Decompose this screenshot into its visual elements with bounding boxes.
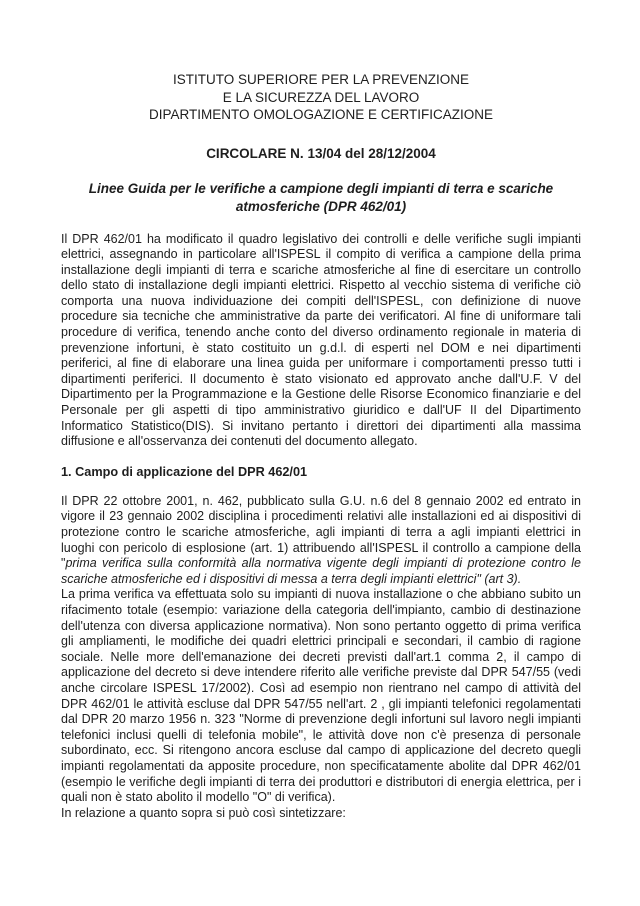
institute-name-line2: E LA SICUREZZA DEL LAVORO [222, 89, 420, 105]
section1-body [61, 494, 581, 821]
institute-name-line1: ISTITUTO SUPERIORE PER LA PREVENZIONE [172, 72, 470, 87]
section1-paragraph-1 [61, 494, 581, 588]
document-header [61, 71, 581, 216]
document-title: Linee Guida per le verifiche a campione degli impianti di terra e scariche atmosferiche (DPR 462/01) [88, 180, 554, 214]
section1-paragraph-1-quote: prima verifica sulla conformità alla normativa vigente degli impianti di protezione contro le scariche atmosferiche ed i dispositivi di messa a terra degli impianti elettrici" (art 3). [61, 556, 581, 586]
intro-paragraph: Il DPR 462/01 ha modificato il quadro legislativo dei controlli e delle verifiche sugli impianti elettrici, assegnando in particolare all'ISPESL il compito di verifica a campione della prima installazione degli impianti di terra e scariche atmosferiche al fine di esercitare un controllo dello stato di installazione degli impianti elettrici. Rispetto al vecchio sistema di verifiche ciò comporta una nuova individuazione dei compiti dell'ISPESL, con definizione di nuove procedure sia tecniche che amministrative da parte dei verificatori. Al fine di uniformare tali procedure di verifica, tenendo anche conto del diverso ordinamento regionale in materia di prevenzione infortuni, è stato costituito un g.d.l. di esperti nel DOM e nei dipartimenti periferici, al fine di elaborare una linea guida per uniformare i comportamenti presso tutti i dipartimenti periferici. Il documento è stato visionato ed approvato anche dall'U.F. V del Dipartimento per la Programmazione e la Gestione delle Risorse Economico finanziarie e del Personale per gli aspetti di tipo amministrativo giuridico e dall'UF II del Dipartimento Informatico Statistico(DIS). Si invitano pertanto i direttori dei dipartimenti alla massima diffusione e all'osservanza dei contenuti del documento allegato. [61, 231, 581, 449]
section1-paragraph-3: In relazione a quanto sopra si può così sintetizzare: [61, 805, 346, 820]
circular-number: CIRCOLARE N. 13/04 del 28/12/2004 [206, 145, 436, 161]
section1-heading: 1. Campo di applicazione del DPR 462/01 [61, 464, 308, 479]
institute-name-line3: DIPARTIMENTO OMOLOGAZIONE E CERTIFICAZIONE [148, 107, 494, 122]
document-content [61, 71, 581, 821]
section1-paragraph-1-text: Il DPR 22 ottobre 2001, n. 462, pubblicato sulla G.U. n.6 del 8 gennaio 2002 ed entrato in vigore il 23 gennaio 2002 disciplina i procedimenti relativi alle installazioni ed ai dispositivi di protezione contro le scariche atmosferiche, agli impianti di terra a agli impianti elettrici in luoghi con pericolo di esplosione (art. 1) attribuendo all'ISPESL il controllo a campione della " [61, 493, 581, 571]
section1-paragraph-2: La prima verifica va effettuata solo su impianti di nuova installazione o che abbiano subito un rifacimento totale (esempio: variazione della categoria dell'impianto, cambio di destinazione dell'utenza con diversa applicazione normativa). Non sono pertanto oggetto di prima verifica gli ampliamenti, le modifiche dei quadri elettrici principali e secondari, il cambio di ragione sociale. Nelle more dell'emanazione dei decreti previsti dall'art.1 comma 2, il campo di applicazione del decreto si deve intendere riferito alle verifiche previste dal DPR 547/55 (vedi anche circolare ISPESL 17/2002). Così ad esempio non rientrano nel campo di attività del DPR 462/01 le attività escluse dal DPR 547/55 nell'art. 2 , gli impianti telefonici regolamentati dal DPR 20 marzo 1956 n. 323 "Norme di prevenzione degli infortuni sul lavoro negli impianti telefonici inclusi quelli di telefonia mobile", le attività dove non c'è presenza di personale subordinato, ecc. Si ritengono ancora escluse dal campo di applicazione del decreto quegli impianti regolamentati da apposite procedure, non specificatamente abolite dal DPR 462/01 (esempio le verifiche degli impianti di terra dei produttori e distributori di energia elettrica, per i quali non è stato abolito il modello "O" di verifica). [61, 587, 581, 805]
